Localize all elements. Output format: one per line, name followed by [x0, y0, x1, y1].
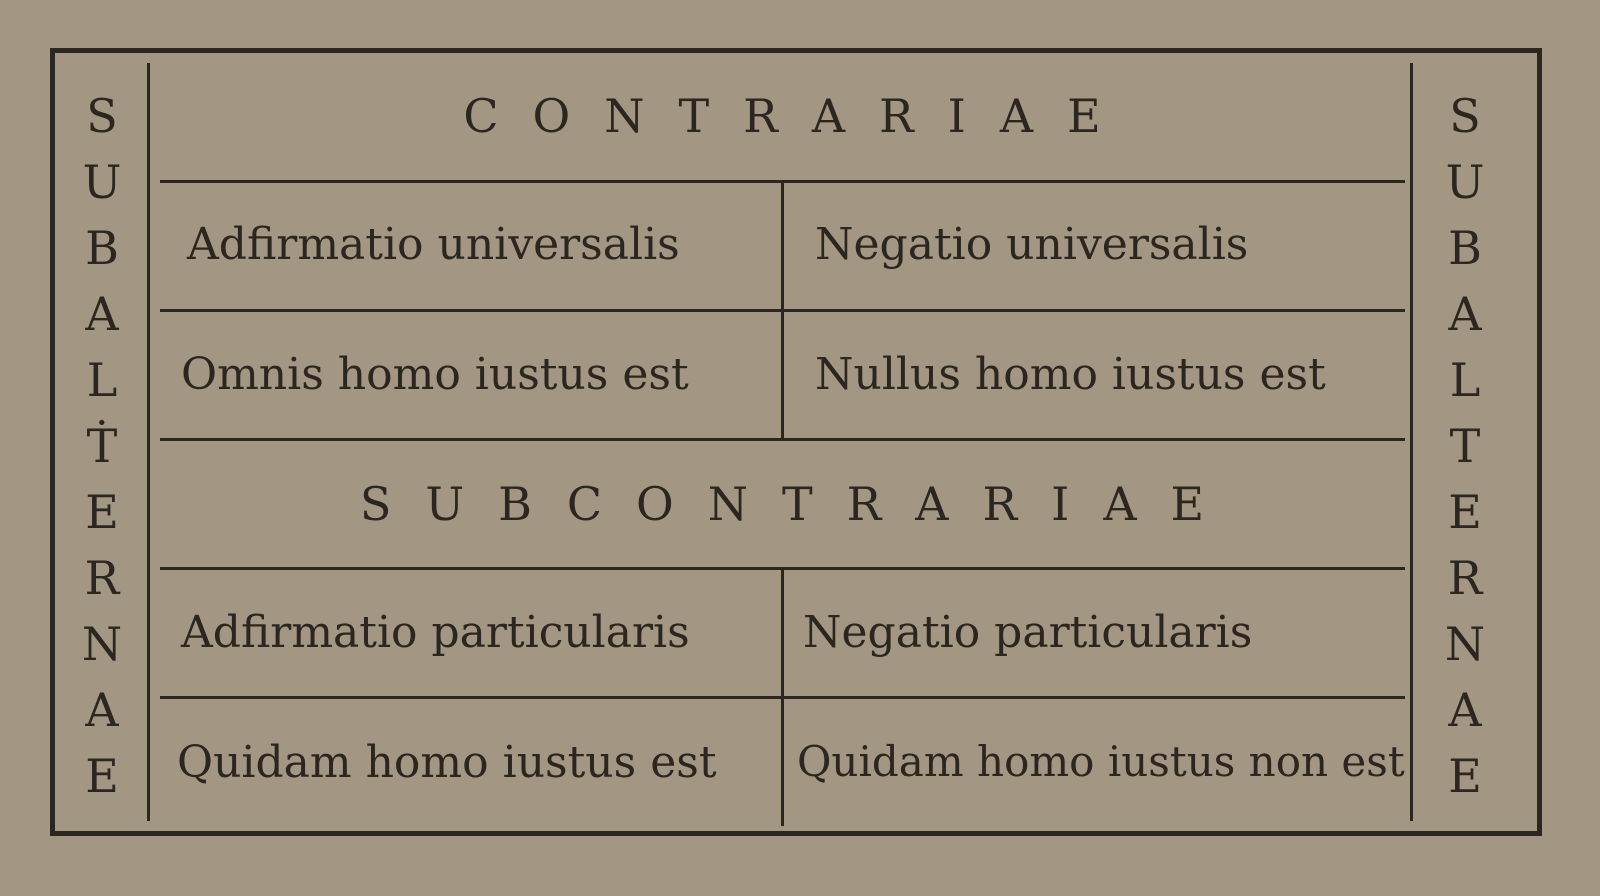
right-label-letter: T [1449, 419, 1481, 473]
left-label-letter: Ṫ [86, 419, 118, 473]
left-label-letter: S [86, 89, 118, 143]
contrariae-left-title: Adfirmatio universalis [187, 219, 680, 270]
right-label-letter: U [1445, 155, 1485, 209]
right-label-letter: N [1444, 617, 1486, 671]
right-side-label [1420, 83, 1510, 809]
left-label-letter: E [85, 485, 119, 539]
opposition-table [50, 48, 1542, 836]
left-label-letter: L [86, 353, 118, 407]
right-label-letter: L [1449, 353, 1481, 407]
contrariae-right-example: Nullus homo iustus est [815, 349, 1326, 400]
left-label-letter: A [85, 683, 119, 737]
rule-above-subcontrariae [160, 438, 1405, 441]
contrariae-heading: CONTRARIAE [463, 89, 1135, 143]
subcontrariae-right-title: Negatio particularis [803, 607, 1253, 658]
contrariae-center-divider [781, 183, 784, 438]
left-label-letter: B [85, 221, 119, 275]
left-side-label [57, 83, 147, 809]
right-label-letter: R [1447, 551, 1483, 605]
left-label-letter: A [85, 287, 119, 341]
right-label-letter: S [1449, 89, 1481, 143]
subcontrariae-left-example: Quidam homo iustus est [177, 737, 717, 788]
right-label-letter: A [1448, 683, 1482, 737]
right-label-letter: E [1448, 485, 1482, 539]
right-label-letter: E [1448, 749, 1482, 803]
subcontrariae-right-example: Quidam homo iustus non est [797, 737, 1405, 786]
subcontrariae-heading: SUBCONTRARIAE [359, 477, 1239, 531]
right-label-letter: A [1448, 287, 1482, 341]
contrariae-right-title: Negatio universalis [815, 219, 1249, 270]
subcontrariae-center-divider [781, 570, 784, 826]
contrariae-left-example: Omnis homo iustus est [181, 349, 689, 400]
left-column-divider [147, 63, 150, 821]
left-label-letter: E [85, 749, 119, 803]
subcontrariae-left-title: Adfirmatio particularis [181, 607, 690, 658]
left-label-letter: N [81, 617, 123, 671]
left-label-letter: U [82, 155, 122, 209]
left-label-letter: R [84, 551, 120, 605]
right-label-letter: B [1448, 221, 1482, 275]
right-column-divider [1410, 63, 1413, 821]
